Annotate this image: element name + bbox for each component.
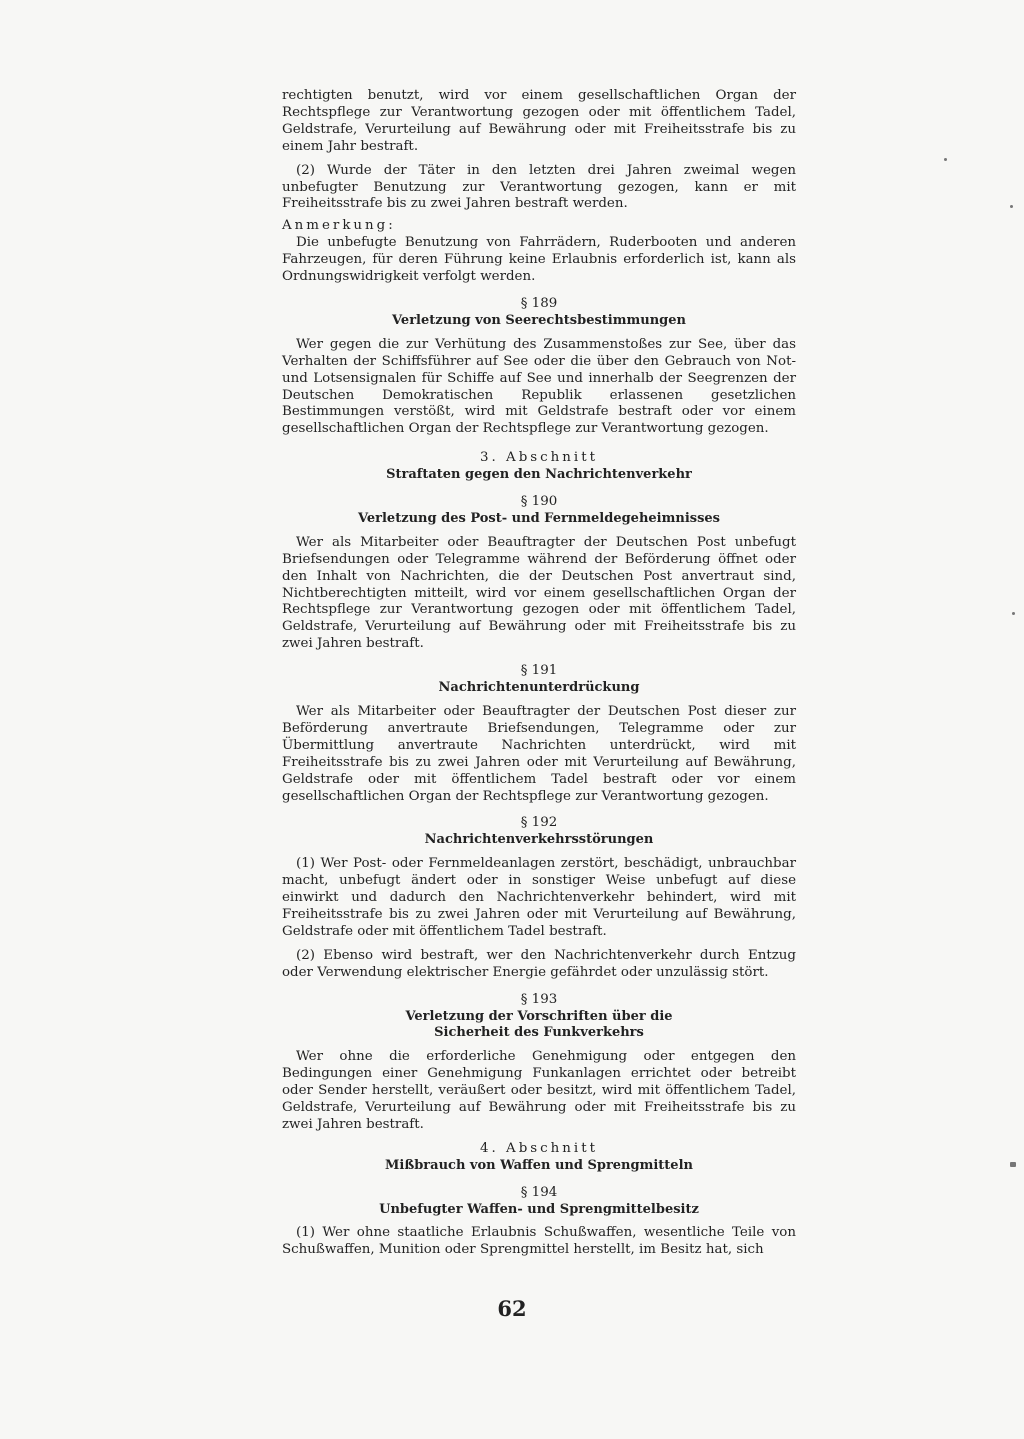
abschnitt-4-title: Mißbrauch von Waffen und Sprengmitteln <box>385 1157 693 1173</box>
scan-speck <box>1010 205 1013 208</box>
scan-speck <box>1010 1162 1016 1167</box>
section-191-title: Nachrichtenunterdrückung <box>438 680 640 696</box>
section-194-paragraph-1: (1) Wer ohne staatliche Erlaubnis Schußwaffen, wesentliche Teile von Schußwaffen, Munition oder Sprengmittel herstellt, im Besitz hat, sich <box>282 1225 796 1258</box>
section-193-title-line-2: Sicherheit des Funkverkehrs <box>434 1025 644 1041</box>
abschnitt-4-label: 4. Abschnitt <box>480 1140 598 1156</box>
continued-paragraph-1: rechtigten benutzt, wird vor einem gesellschaftlichen Organ der Rechtspflege zur Verantwortung gezogen oder mit öffentlichem Tadel, Geldstrafe, Verurteilung auf Bewährung oder mit Freiheitsstrafe bis zu einem Jahr bestraft. <box>282 88 796 154</box>
section-190-number: § 190 <box>520 494 558 510</box>
section-192-number: § 192 <box>520 815 558 831</box>
section-190-text: Wer als Mitarbeiter oder Beauftragter der Deutschen Post unbefugt Briefsendungen oder Telegramme während der Beförderung öffnet oder den Inhalt von Nachrichten, die der Deutschen Post anvertraut sind, Nichtberechtigten mitteilt, wird vor einem gesellschaftlichen Organ der Rechtspflege zur Verantwortung gezogen oder mit öffentlichem Tadel, Geldstrafe, Verurteilung auf Bewährung oder mit Freiheitsstrafe bis zu zwei Jahren bestraft. <box>282 534 796 652</box>
abschnitt-3-label: 3. Abschnitt <box>480 450 598 466</box>
section-194-title: Unbefugter Waffen- und Sprengmittelbesitz <box>379 1201 699 1217</box>
section-194-number: § 194 <box>520 1184 558 1200</box>
section-192-title: Nachrichtenverkehrsstörungen <box>424 832 654 848</box>
section-193-text: Wer ohne die erforderliche Genehmigung oder entgegen den Bedingungen einer Genehmigung Funkanlagen errichtet oder betreibt oder Sender herstellt, veräußert oder besitzt, wird mit öffentlichem Tadel, Geldstrafe, Verurteilung auf Bewährung oder mit Freiheitsstrafe bis zu zwei Jahren bestraft. <box>282 1049 796 1132</box>
scan-speck <box>1012 612 1015 615</box>
section-189-text: Wer gegen die zur Verhütung des Zusammenstoßes zur See, über das Verhalten der Schiffsführer auf See oder die über den Gebrauch von Not- und Lotsensignalen für Schiffe auf See und innerhalb der Seegrenzen der Deutschen Demokratischen Republik erlassenen gesetzlichen Bestimmungen verstößt, wird mit Geldstrafe bestraft oder vor einem gesellschaftlichen Organ der Rechtspflege zur Verantwortung gezogen. <box>282 336 796 437</box>
scan-speck <box>944 158 947 161</box>
continued-paragraph-2: (2) Wurde der Täter in den letzten drei Jahren zweimal wegen unbefugter Benutzung zur Verantwortung gezogen, kann er mit Freiheitsstrafe bis zu zwei Jahren bestraft werden. <box>282 162 796 212</box>
section-192-paragraph-1: (1) Wer Post- oder Fernmeldeanlagen zerstört, beschädigt, unbrauchbar macht, unbefugt ändert oder in sonstiger Weise unbefugt auf diese einwirkt und dadurch den Nachrichtenverkehr behindert, wird mit Freiheitsstrafe bis zu zwei Jahren oder mit Verurteilung auf Bewährung, Geldstrafe oder mit öffentlichem Tadel bestraft. <box>282 856 796 939</box>
section-193-number: § 193 <box>520 991 558 1007</box>
section-189-title: Verletzung von Seerechtsbestimmungen <box>392 312 686 328</box>
section-193-title-line-1: Verletzung der Vorschriften über die <box>405 1008 673 1024</box>
section-191-number: § 191 <box>520 663 558 679</box>
page-number: 62 <box>497 1296 527 1321</box>
section-190-title: Verletzung des Post- und Fernmeldegeheimnisses <box>357 510 720 526</box>
anmerkung-label: Anmerkung: <box>282 218 396 234</box>
anmerkung-text: Die unbefugte Benutzung von Fahrrädern, Ruderbooten und anderen Fahrzeugen, für deren Führung keine Erlaubnis erforderlich ist, kann als Ordnungswidrigkeit verfolgt werden. <box>282 235 796 285</box>
section-189-number: § 189 <box>520 295 558 311</box>
document-body <box>282 88 796 1259</box>
section-192-paragraph-2: (2) Ebenso wird bestraft, wer den Nachrichtenverkehr durch Entzug oder Verwendung elektrischer Energie gefährdet oder unzulässig stört. <box>282 947 796 980</box>
abschnitt-3-title: Straftaten gegen den Nachrichtenverkehr <box>386 467 692 483</box>
section-191-text: Wer als Mitarbeiter oder Beauftragter der Deutschen Post dieser zur Beförderung anvertraute Briefsendungen, Telegramme oder zur Übermittlung anvertraute Nachrichten unterdrückt, wird mit Freiheitsstrafe bis zu zwei Jahren oder mit Verurteilung auf Bewährung, Geldstrafe oder mit öffentlichem Tadel bestraft oder vor einem gesellschaftlichen Organ der Rechtspflege zur Verantwortung gezogen. <box>282 704 796 804</box>
